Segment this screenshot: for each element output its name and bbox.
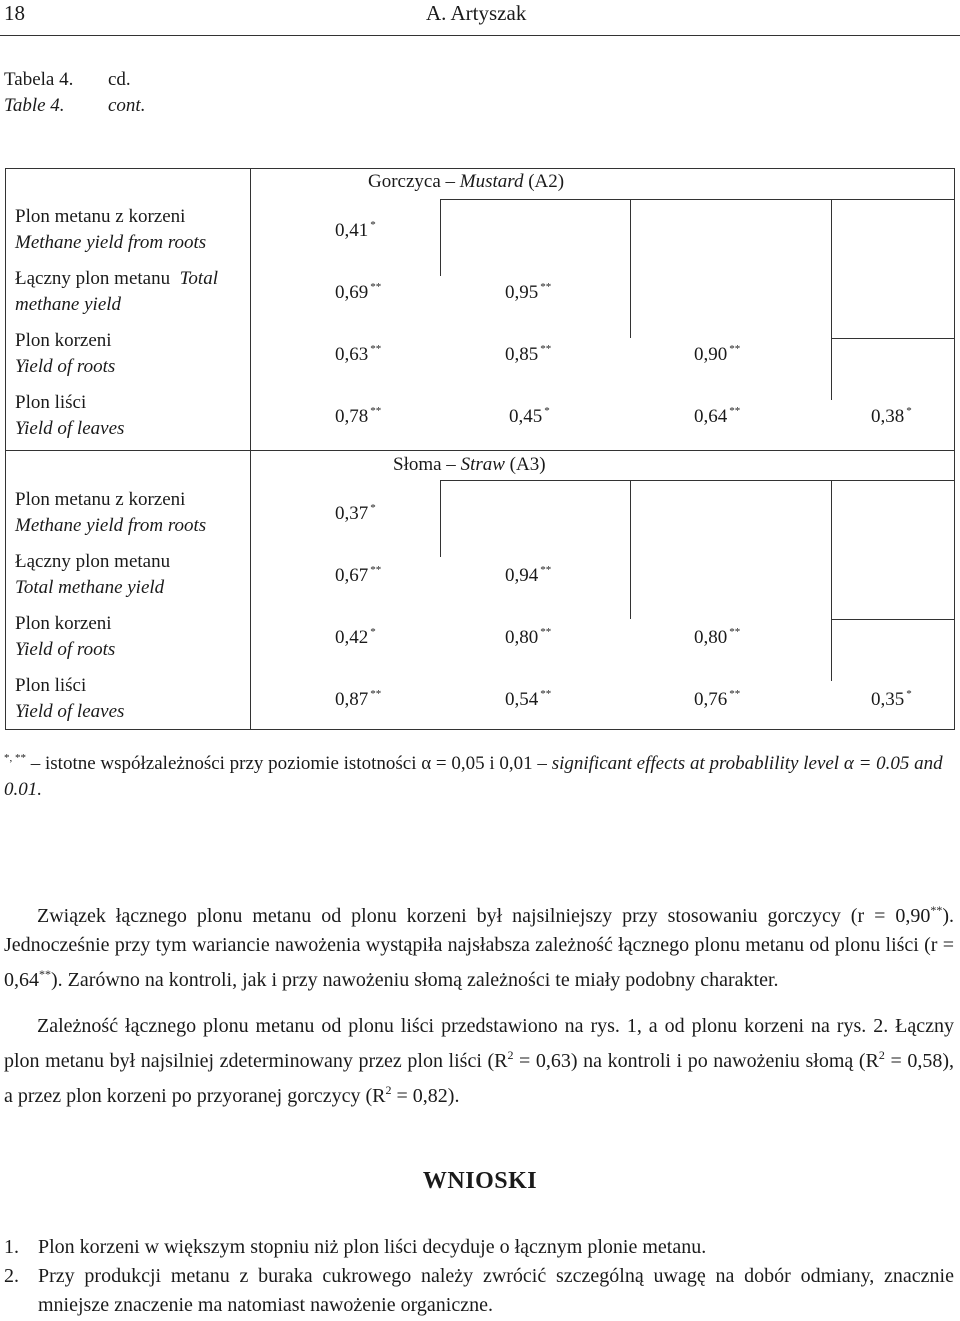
cell-significance: **	[540, 688, 552, 700]
cell-value: 0,37	[335, 503, 369, 524]
cell-significance: **	[729, 405, 741, 417]
table-cell	[505, 564, 551, 587]
section-title-straw	[393, 454, 546, 476]
body-paragraph-1	[4, 896, 954, 995]
cell-value: 0,80	[505, 627, 539, 648]
cell-value: 0,69	[335, 282, 369, 303]
cell-significance: *	[370, 626, 376, 638]
row-label-pl: Łączny plon metanu	[15, 551, 171, 572]
paragraph-text: ). Zarówno na kontroli, jak i przy nawożeniu słomą zależności te miały podobny charakter.	[51, 969, 779, 991]
section-title-pl: Gorczyca –	[368, 171, 456, 192]
paragraph-sup: 2	[507, 1048, 514, 1062]
table-cell	[871, 405, 912, 428]
paragraph-sup: **	[39, 967, 51, 981]
cell-significance: **	[370, 564, 382, 576]
paragraph-text: = 0,63) na kontroli i po nawożeniu słomą (R	[513, 1050, 879, 1072]
cell-significance: **	[370, 343, 382, 355]
row-label-pl: Plon metanu z korzeni	[15, 489, 186, 510]
table-cell	[335, 219, 376, 242]
cell-significance: *	[906, 405, 912, 417]
row-label-pl: Plon korzeni	[15, 613, 112, 634]
row-label-en: Methane yield from roots	[15, 515, 207, 536]
section-title-en: Straw	[460, 454, 505, 475]
conclusion-number: 1.	[4, 1236, 19, 1258]
cell-value: 0,64	[694, 406, 728, 427]
table-cell	[335, 626, 376, 649]
cell-significance: *	[544, 405, 550, 417]
paragraph-text: = 0,82).	[391, 1085, 460, 1107]
table-cont-pl: cd.	[108, 69, 131, 90]
row-label	[15, 204, 206, 256]
paragraph-sup: 2	[385, 1083, 392, 1097]
correlation-table	[5, 168, 955, 730]
cell-significance: **	[540, 626, 552, 638]
section-title-en: Mustard	[459, 171, 524, 192]
running-header-author: A. Artyszak	[426, 1, 527, 25]
table-label-pl: Tabela 4.	[4, 69, 74, 90]
paragraph-sup: 2	[878, 1048, 885, 1062]
table-cell	[335, 343, 381, 366]
row-label	[15, 328, 115, 380]
table-cell	[694, 688, 740, 711]
cell-significance: **	[729, 626, 741, 638]
row-label	[15, 673, 124, 725]
table-cell	[335, 281, 381, 304]
row-label-en-inline: Total	[179, 268, 218, 289]
cell-value: 0,95	[505, 282, 539, 303]
row-label-pl: Plon korzeni	[15, 330, 112, 351]
table-cell	[335, 688, 381, 711]
table-cont-en: cont.	[108, 95, 146, 116]
section-title-mustard	[368, 171, 564, 193]
table-cell	[505, 343, 551, 366]
cell-significance: **	[540, 281, 552, 293]
cell-value: 0,42	[335, 627, 369, 648]
cell-value: 0,85	[505, 344, 539, 365]
cell-significance: *	[370, 502, 376, 514]
paragraph-sup: **	[930, 903, 943, 917]
row-label	[15, 390, 124, 442]
table-cell	[335, 502, 376, 525]
row-label-en: methane yield	[15, 294, 122, 315]
footnote-text-en: significant effects at probablility level α = 0.05 and 0.01.	[4, 753, 943, 800]
cell-value: 0,63	[335, 344, 369, 365]
row-label	[15, 487, 206, 539]
paragraph-text: ). Jednocześnie przy tym wariancie nawożenia wystąpiła najsłabsza zależność łącznego plonu metanu od plonu liści (r = 0,64	[4, 905, 954, 991]
cell-value: 0,76	[694, 689, 728, 710]
cell-value: 0,38	[871, 406, 905, 427]
conclusion-number: 2.	[4, 1265, 19, 1287]
table-caption-en	[4, 95, 145, 117]
cell-value: 0,54	[505, 689, 539, 710]
cell-significance: **	[370, 405, 382, 417]
row-label	[15, 611, 115, 663]
cell-value: 0,67	[335, 565, 369, 586]
row-label	[15, 549, 170, 601]
table-cell	[335, 405, 381, 428]
cell-value: 0,80	[694, 627, 728, 648]
table-footnote	[4, 745, 956, 803]
cell-significance: **	[540, 343, 552, 355]
row-label-pl: Plon metanu z korzeni	[15, 206, 186, 227]
paragraph-text: Zależność łącznego plonu metanu od plonu liści przedstawiono na rys. 1, a od plonu korzeni na rys. 2. Łączny plon metanu był najsilniej zdeterminowany przez plon liści (R	[4, 1015, 954, 1072]
header-rule	[0, 35, 960, 36]
table-cell	[694, 343, 740, 366]
cell-value: 0,41	[335, 220, 369, 241]
footnote-text-pl: – istotne współzależności przy poziomie istotności α = 0,05 i 0,01 –	[30, 753, 547, 774]
conclusion-text: Przy produkcji metanu z buraka cukrowego należy zwrócić szczególną uwagę na dobór odmiany, znacznie mniejsze znaczenie ma natomiast nawożenie organiczne.	[38, 1265, 954, 1316]
row-label-en: Total methane yield	[15, 577, 165, 598]
page-number: 18	[4, 1, 25, 25]
cell-value: 0,45	[509, 406, 543, 427]
cell-value: 0,87	[335, 689, 369, 710]
row-label-pl: Plon liści	[15, 675, 87, 696]
table-cell	[505, 281, 551, 304]
row-label-pl: Plon liści	[15, 392, 87, 413]
cell-value: 0,90	[694, 344, 728, 365]
paragraph-text: Związek łącznego plonu metanu od plonu korzeni był najsilniejszy przy stosowaniu gorczycy (r = 0,90	[37, 905, 931, 927]
row-label-en: Yield of roots	[15, 639, 116, 660]
table-cell	[871, 688, 912, 711]
cell-significance: **	[729, 688, 741, 700]
table-cell	[505, 688, 551, 711]
row-label-en: Methane yield from roots	[15, 232, 207, 253]
cell-value: 0,78	[335, 406, 369, 427]
table-cell	[694, 405, 740, 428]
section-title-code: (A3)	[509, 454, 546, 475]
row-label-en: Yield of leaves	[15, 418, 125, 439]
conclusion-item	[4, 1233, 954, 1262]
body-paragraph-2	[4, 1012, 954, 1111]
footnote-marks: *, **	[4, 752, 26, 764]
cell-value: 0,35	[871, 689, 905, 710]
table-caption-pl	[4, 69, 131, 91]
section-title-pl: Słoma –	[393, 454, 456, 475]
section-heading-conclusions: WNIOSKI	[422, 1168, 538, 1194]
row-label-en: Yield of leaves	[15, 701, 125, 722]
row-label-en: Yield of roots	[15, 356, 116, 377]
cell-significance: *	[370, 219, 376, 231]
conclusion-text: Plon korzeni w większym stopniu niż plon liści decyduje o łącznym plonie metanu.	[38, 1236, 707, 1258]
cell-significance: **	[370, 281, 382, 293]
table-cell	[509, 405, 550, 428]
section-title-code: (A2)	[528, 171, 565, 192]
conclusion-item	[4, 1262, 954, 1320]
row-label-pl: Łączny plon metanu	[15, 268, 171, 289]
table-cell	[505, 626, 551, 649]
cell-significance: *	[906, 688, 912, 700]
table-label-en: Table 4.	[4, 95, 65, 116]
table-cell	[694, 626, 740, 649]
cell-value: 0,94	[505, 565, 539, 586]
cell-significance: **	[540, 564, 552, 576]
paragraph-text: = 0,58), a przez plon korzeni po przyoranej gorczycy (R	[4, 1050, 954, 1107]
cell-significance: **	[729, 343, 741, 355]
row-label	[15, 266, 218, 318]
cell-significance: **	[370, 688, 382, 700]
table-cell	[335, 564, 381, 587]
